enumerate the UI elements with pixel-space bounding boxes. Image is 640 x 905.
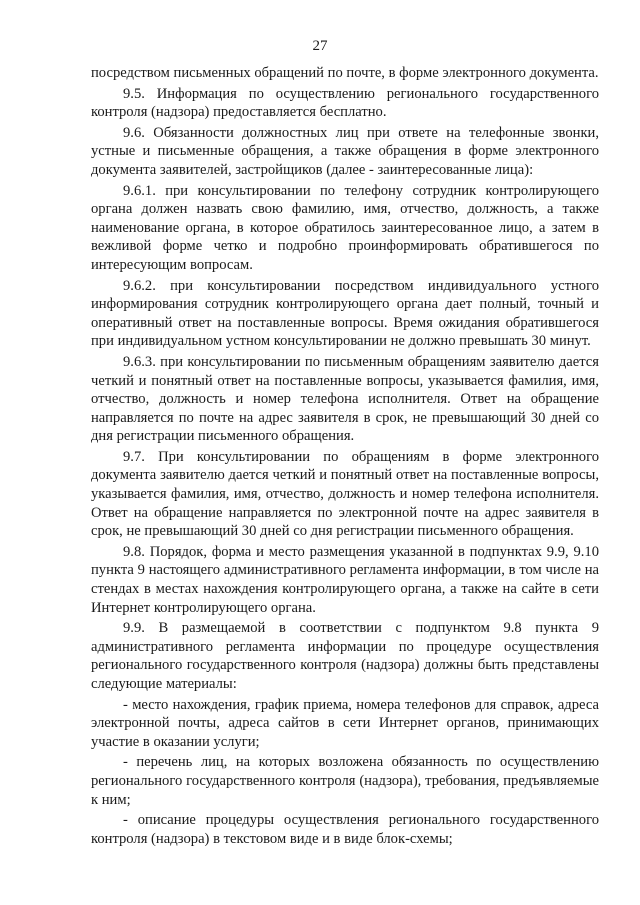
paragraph-9-7: 9.7. При консультировании по обращениям в форме электронного документа заявителю дается четкий и понятный ответ на поставленные вопросы, указывается фамилия, имя, отчество, должность и номер телефона исполнителя. Ответ на обращение направляется по электронной почте на адрес заявителя в срок, не превышающий 30 дней со дня регистрации письменного обращения. bbox=[91, 448, 599, 540]
paragraph-9-6-1: 9.6.1. при консультировании по телефону сотрудник контролирующего органа должен назвать свою фамилию, имя, отчество, должность, а также наименование органа, в которое обратилось заинтересованное лицо, а затем в вежливой форме четко и подробно проинформировать обратившегося по интересующим вопросам. bbox=[91, 182, 599, 273]
paragraph-9-9: 9.9. В размещаемой в соответствии с подпунктом 9.8 пункта 9 административного регламента информации по процедуре осуществления регионального государственного контроля (надзора) должны быть представлены следующие материалы: bbox=[91, 620, 599, 692]
list-item-persons: - перечень лиц, на которых возложена обязанность по осуществлению регионального государственного контроля (надзора), требования, предъявляемые к ним; bbox=[91, 754, 599, 808]
list-item-procedure: - описание процедуры осуществления регионального государственного контроля (надзора) в текстовом виде и в виде блок-схемы; bbox=[91, 812, 599, 847]
document-body bbox=[91, 64, 599, 850]
paragraph-9-6-3: 9.6.3. при консультировании по письменным обращениям заявителю дается четкий и понятный ответ на поставленные вопросы, указывается фамилия, имя, отчество, должность и номер телефона исполнителя. Ответ на обращение направляется по почте на адрес заявителя в срок, не превышающий 30 дней со дня регистрации письменного обращения. bbox=[91, 353, 599, 445]
paragraph-9-6: 9.6. Обязанности должностных лиц при ответе на телефонные звонки, устные и письменные обращения, а также обращения в форме электронного документа заявителей, застройщиков (далее - заинтересованные лица): bbox=[91, 124, 599, 178]
paragraph-9-6-2: 9.6.2. при консультировании посредством индивидуального устного информирования сотрудник контролирующего органа дает полный, точный и оперативный ответ на поставленные вопросы. Время ожидания обратившегося при индивидуальном устном консультировании не должно превышать 30 минут. bbox=[91, 277, 599, 350]
paragraph-9-8: 9.8. Порядок, форма и место размещения указанной в подпунктах 9.9, 9.10 пункта 9 настоящего административного регламента информации, в том числе на стендах в местах нахождения контролирующего органа, а также на сайте в сети Интернет контролирующего органа. bbox=[91, 543, 599, 616]
paragraph-continuation: посредством письменных обращений по почте, в форме электронного документа. bbox=[91, 65, 599, 81]
list-item-location: - место нахождения, график приема, номера телефонов для справок, адреса электронной почты, адреса сайтов в сети Интернет органов, принимающих участие в оказании услуги; bbox=[91, 696, 599, 750]
paragraph-9-5: 9.5. Информация по осуществлению регионального государственного контроля (надзора) предоставляется бесплатно. bbox=[91, 85, 599, 121]
page-number: 27 bbox=[312, 38, 328, 54]
